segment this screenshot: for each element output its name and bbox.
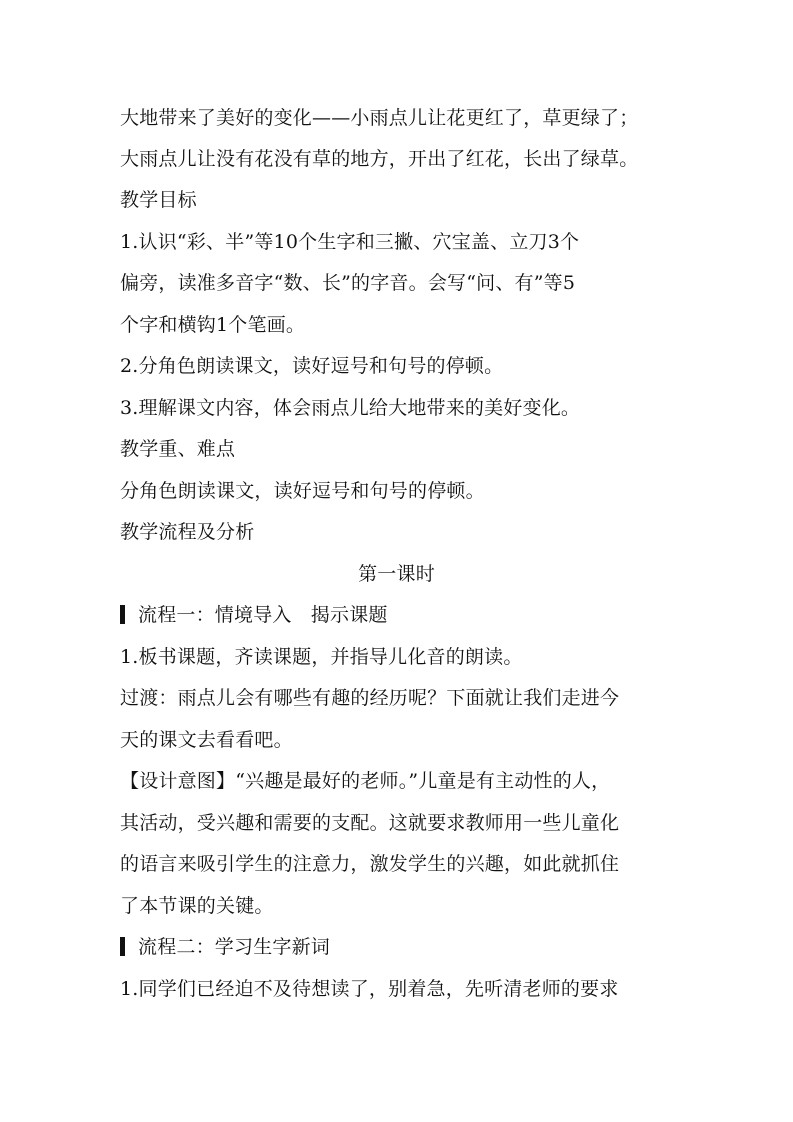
body-text-line: 天的课文去看看吧。 — [120, 729, 293, 751]
design-intent-line: 【设计意图】“兴趣是最好的老师。”儿童是有主动性的人， — [120, 770, 611, 792]
section-heading-process: 教学流程及分析 — [120, 521, 255, 543]
body-text-line: 大雨点儿让没有花没有草的地方，开出了红花，长出了绿草。 — [120, 148, 639, 170]
process-heading-text: 流程一：情境导入 揭示课题 — [138, 604, 388, 626]
body-text-line: 分角色朗读课文，读好逗号和句号的停顿。 — [120, 480, 485, 502]
objective-item: 3.理解课文内容，体会雨点儿给大地带来的美好变化。 — [120, 397, 581, 419]
process-heading-text: 流程二：学习生字新词 — [138, 936, 331, 958]
body-text-line: 1.同学们已经迫不及待想读了，别着急，先听清老师的要求 — [120, 978, 619, 1000]
section-marker-icon — [120, 605, 125, 624]
body-text-line: 大地带来了美好的变化——小雨点儿让花更红了，草更绿了； — [120, 107, 639, 129]
objective-item: 个字和横钩1个笔画。 — [120, 314, 306, 336]
design-intent-line: 了本节课的关键。 — [120, 895, 274, 917]
design-intent-line: 的语言来吸引学生的注意力，激发学生的兴趣，如此就抓住 — [120, 853, 620, 875]
section-marker-icon — [120, 937, 125, 956]
design-intent-line: 其活动，受兴趣和需要的支配。这就要求教师用一些儿童化 — [120, 812, 620, 834]
body-text-line: 过渡：雨点儿会有哪些有趣的经历呢？下面就让我们走进今 — [120, 687, 620, 709]
body-text-line: 1.板书课题，齐读课题，并指导儿化音的朗读。 — [120, 646, 523, 668]
objective-item: 2.分角色朗读课文，读好逗号和句号的停顿。 — [120, 355, 504, 377]
section-heading-key-points: 教学重、难点 — [120, 438, 236, 460]
process-heading — [120, 935, 680, 959]
objective-item: 偏旁，读准多音字“数、长”的字音。会写“问、有”等5 — [120, 272, 576, 294]
process-heading — [120, 603, 680, 627]
lesson-period-title: 第一课时 — [358, 563, 435, 585]
objective-item: 1.认识“彩、半”等10个生字和三撇、穴宝盖、立刀3个 — [120, 231, 580, 253]
section-heading-objectives: 教学目标 — [120, 189, 197, 211]
